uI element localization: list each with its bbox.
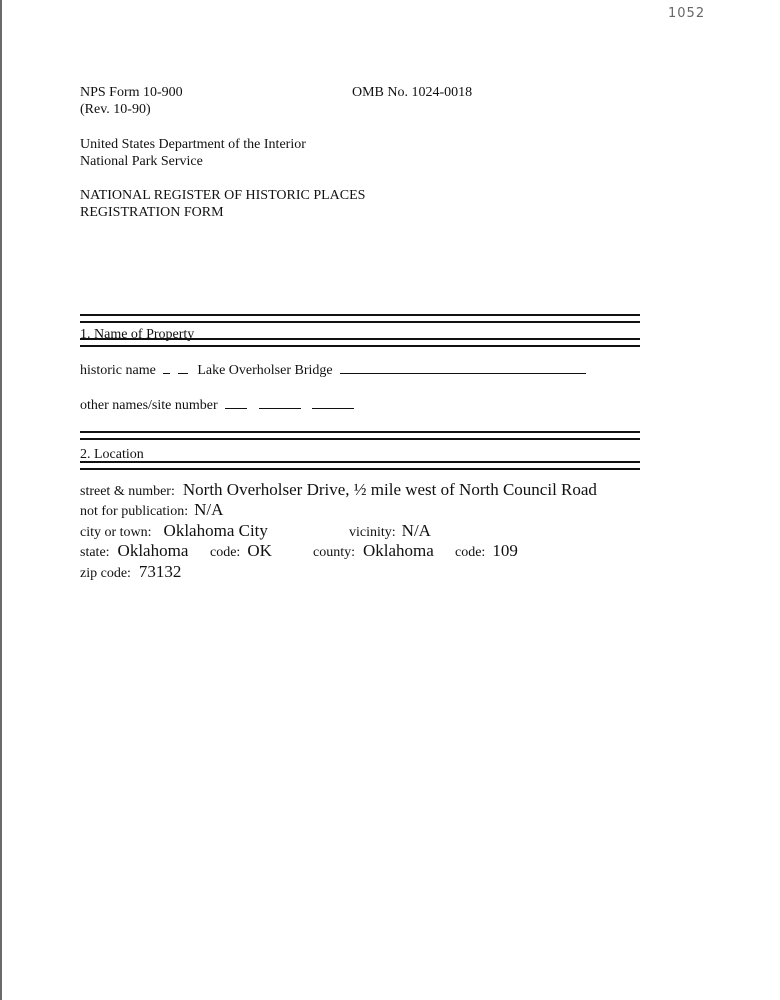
city-value: Oklahoma City [163, 521, 268, 540]
county-code-label: code: [455, 545, 486, 560]
section-2-top-rule [80, 431, 640, 440]
form-title-line-1: NATIONAL REGISTER OF HISTORIC PLACES [80, 188, 366, 203]
state-label: state: [80, 545, 110, 560]
section-2-bottom-rule [80, 461, 640, 470]
state-value: Oklahoma [117, 541, 189, 560]
zip-value: 73132 [138, 562, 182, 581]
county-code-value: 109 [492, 541, 518, 560]
vicinity-row [349, 521, 431, 541]
form-revision: (Rev. 10-90) [80, 102, 151, 117]
agency: National Park Service [80, 154, 203, 169]
street-row [80, 480, 597, 500]
zip-label: zip code: [80, 566, 131, 581]
county-row [313, 541, 434, 561]
department: United States Department of the Interior [80, 137, 306, 152]
blank-line [259, 396, 301, 409]
county-value: Oklahoma [363, 541, 434, 560]
street-value: North Overholser Drive, ½ mile west of North Council Road [182, 480, 597, 499]
section-2-heading: 2. Location [80, 447, 144, 462]
county-code-row [455, 541, 518, 561]
not-for-publication-row [80, 500, 223, 520]
blank-line [312, 396, 354, 409]
city-label: city or town: [80, 525, 152, 540]
state-code-label: code: [210, 545, 241, 560]
street-label: street & number: [80, 484, 175, 499]
section-1-heading: 1. Name of Property [80, 327, 195, 342]
handwritten-page-number: 1052 [668, 6, 706, 21]
not-for-publication-value: N/A [194, 500, 224, 519]
other-names-label: other names/site number [80, 398, 218, 413]
historic-name-row [80, 361, 586, 379]
scan-left-edge [0, 0, 2, 1000]
blank-line [178, 361, 188, 374]
other-names-row [80, 396, 354, 414]
state-code-value: OK [247, 541, 272, 560]
state-row [80, 541, 188, 561]
blank-line [225, 396, 247, 409]
not-for-publication-label: not for publication: [80, 504, 189, 519]
city-row [80, 521, 268, 541]
historic-name-value: Lake Overholser Bridge [197, 363, 333, 378]
vicinity-label: vicinity: [349, 525, 396, 540]
historic-name-label: historic name [80, 363, 156, 378]
omb-number: OMB No. 1024-0018 [352, 85, 473, 100]
section-1-bottom-rule [80, 338, 640, 347]
section-1-top-rule [80, 314, 640, 323]
county-label: county: [313, 545, 355, 560]
form-title-line-2: REGISTRATION FORM [80, 205, 224, 220]
blank-line [163, 361, 170, 374]
blank-line [340, 361, 586, 374]
vicinity-value: N/A [401, 521, 431, 540]
state-code-row [210, 541, 272, 561]
zip-row [80, 562, 181, 582]
form-number: NPS Form 10-900 [80, 85, 183, 100]
